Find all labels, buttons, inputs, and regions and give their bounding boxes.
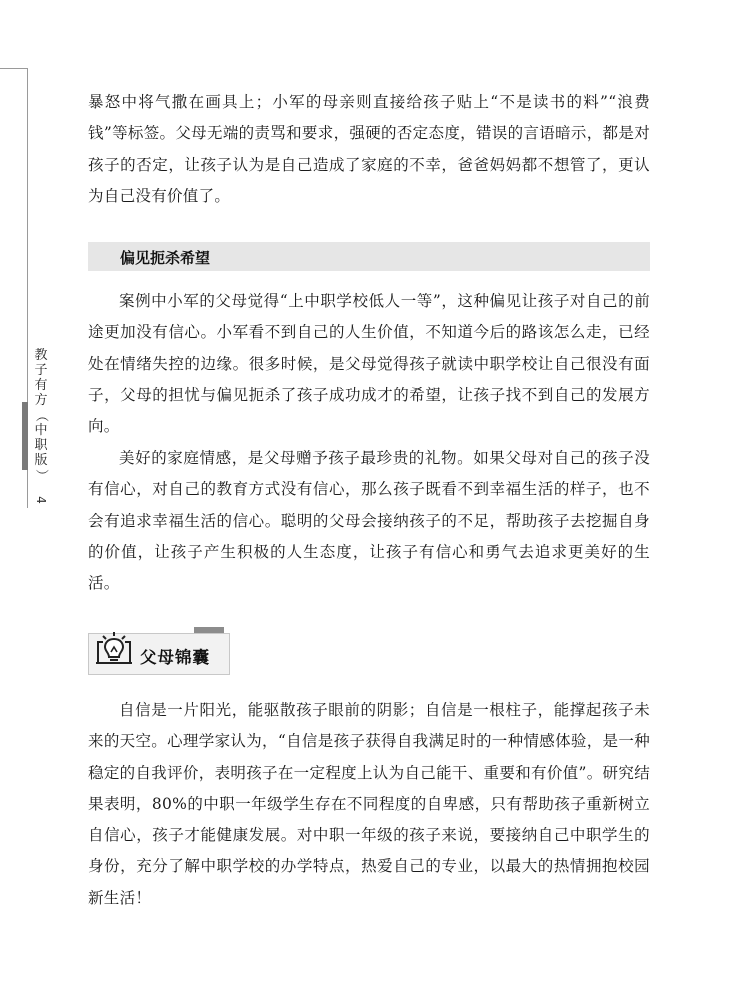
page-number: 4 bbox=[34, 496, 48, 504]
tips-title: 父母锦囊 bbox=[140, 648, 210, 667]
section-heading: 偏见扼杀希望 bbox=[120, 249, 211, 267]
lightbulb-icon bbox=[94, 630, 134, 670]
tips-paragraph: 自信是一片阳光，能驱散孩子眼前的阴影；自信是一根柱子，能撑起孩子未来的天空。心理学家认为，“自信是孩子获得自我满足时的一种情感体验，是一种稳定的自我评价，表明孩子在一定程度上认为自己能干、重要和有价值”。研究结果表明，80%的中职一年级学生存在不同程度的自卑感，只有帮助孩子重新树立自信心，孩子才能健康发展。对中职一年级的孩子来说，要接纳自己中职学生的身份，充分了解中职学校的办学特点，热爱自己的专业，以最大的热情拥抱校园新生活！ bbox=[88, 701, 650, 907]
intro-paragraph: 暴怒中将气撒在画具上；小军的母亲则直接给孩子贴上“不是读书的料”“浪费钱”等标签。父母无端的责骂和要求，强硬的否定态度，错误的言语暗示，都是对孩子的否定，让孩子认为是自己造成了家庭的不幸，爸爸妈妈都不想管了，更认为自己没有价值了。 bbox=[88, 93, 650, 205]
book-title-vertical: 教 子 有 方 （ 中 职 版 ） bbox=[33, 348, 49, 482]
section-paragraph-2: 美好的家庭情感，是父母赠予孩子最珍贵的礼物。如果父母对自己的孩子没有信心，对自己的教育方式没有信心，那么孩子既看不到幸福生活的样子，也不会有追求幸福生活的信心。聪明的父母会接纳孩子的不足，帮助孩子去挖掘自身的价值，让孩子产生积极的人生态度，让孩子有信心和勇气去追求更美好的生活。 bbox=[88, 449, 650, 593]
margin-top-tick bbox=[0, 68, 28, 69]
section-paragraph-1: 案例中小军的父母觉得“上中职学校低人一等”，这种偏见让孩子对自己的前途更加没有信心。小军看不到自己的人生价值，不知道今后的路该怎么走，已经处在情绪失控的边缘。很多时候，是父母觉得孩子就读中职学校让自己很没有面子，父母的担忧与偏见扼杀了孩子成功成才的希望，让孩子找不到自己的发展方向。 bbox=[88, 292, 650, 436]
margin-accent-bar bbox=[22, 402, 28, 470]
